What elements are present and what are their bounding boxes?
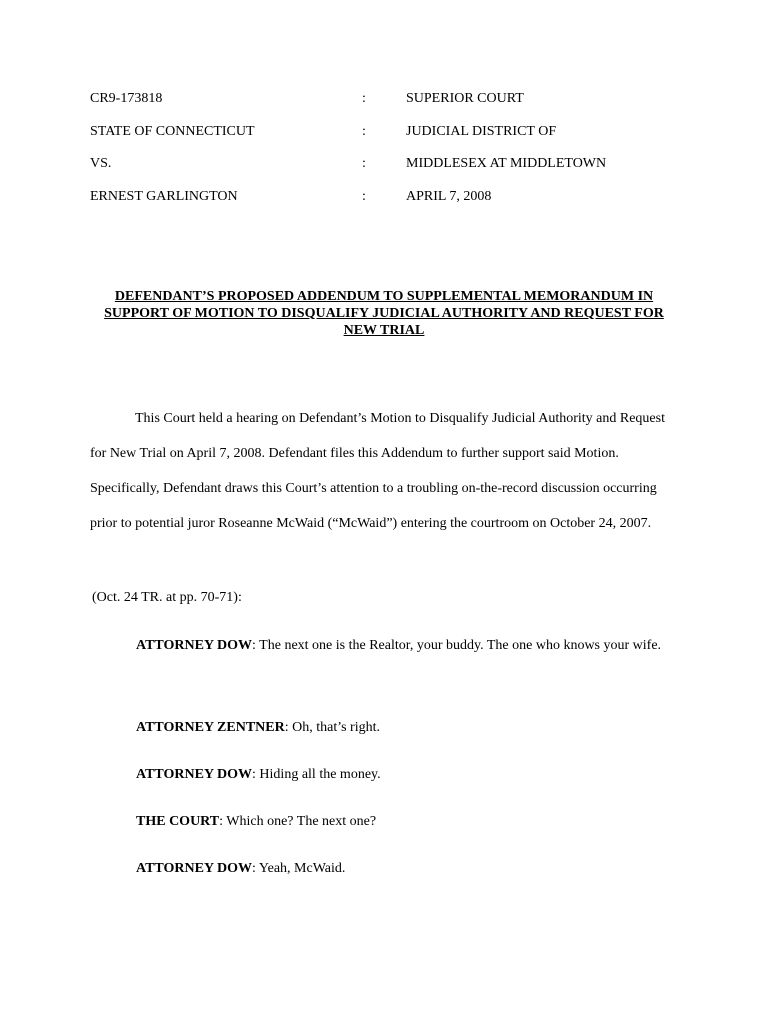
transcript-entry [136,628,681,663]
speaker-name: THE COURT [136,814,220,829]
dialogue-text: : The next one is the Realtor, your buddy. The one who knows your wife. [252,638,662,653]
caption-colon: : [362,123,366,139]
speaker-name: ATTORNEY DOW [136,861,253,876]
caption-row [0,154,768,187]
transcript-entry [136,851,681,886]
dialogue-text: : Which one? The next one? [219,814,377,829]
court-location: MIDDLESEX AT MIDDLETOWN [406,156,607,171]
transcript-entry [136,757,681,792]
caption-row [0,122,768,155]
transcript-entry [136,804,681,839]
caption-colon: : [362,91,366,106]
case-number: CR9-173818 [90,91,163,106]
caption-row [0,187,768,220]
case-caption [0,89,768,219]
caption-row [0,89,768,122]
filing-date: APRIL 7, 2008 [406,188,492,204]
speaker-name: ATTORNEY DOW [136,638,253,653]
dialogue-text: : Yeah, McWaid. [252,861,346,876]
transcript-citation: (Oct. 24 TR. at pp. 70-71): [92,590,242,605]
plaintiff: STATE OF CONNECTICUT [90,123,255,139]
dialogue-text: : Hiding all the money. [252,767,381,782]
versus: VS. [90,156,112,171]
document-title: DEFENDANT’S PROPOSED ADDENDUM TO SUPPLEMENTAL MEMORANDUM IN SUPPORT OF MOTION TO DISQUALIFY JUDICIAL AUTHORITY AND REQUEST FOR NEW TRIAL [104,289,664,338]
dialogue-text: : Oh, that’s right. [284,720,380,735]
court-name: SUPERIOR COURT [406,91,524,106]
transcript-entry [136,710,681,745]
defendant: ERNEST GARLINGTON [90,188,238,204]
caption-colon: : [362,156,366,171]
judicial-district: JUDICIAL DISTRICT OF [406,123,557,139]
body-paragraph: This Court held a hearing on Defendant’s Motion to Disqualify Judicial Authority and Request for New Trial on April 7, 2008. Defendant files this Addendum to further support said Motion. Specifically, Defendant draws this Court’s attention to a troubling on-the-record discussion occurring prior to potential juror Roseanne McWaid (“McWaid”) entering the courtroom on October 24, 2007. [90,411,665,531]
caption-colon: : [362,188,366,204]
speaker-name: ATTORNEY ZENTNER [136,720,285,735]
speaker-name: ATTORNEY DOW [136,767,253,782]
